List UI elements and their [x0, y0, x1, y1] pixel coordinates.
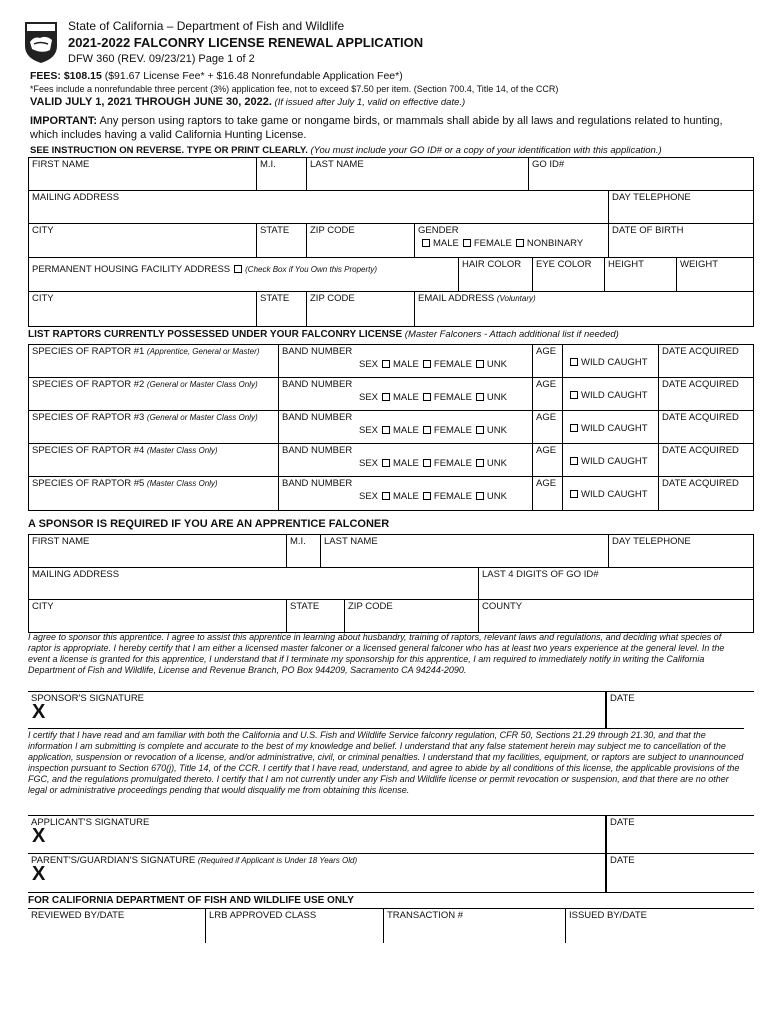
form-title: 2021-2022 FALCONRY LICENSE RENEWAL APPLICATION	[68, 35, 424, 50]
species-field[interactable]: SPECIES OF RAPTOR #4 (Master Class Only)	[29, 444, 279, 476]
perm-housing-field[interactable]: PERMANENT HOUSING FACILITY ADDRESS (Check Box if You Own this Property)	[29, 258, 459, 291]
sponsor-mailing-address-field[interactable]: MAILING ADDRESS	[29, 568, 479, 599]
raptors-heading: LIST RAPTORS CURRENTLY POSSESSED UNDER YOUR FALCONRY LICENSE (Master Falconers - Attach additional list if needed)	[28, 329, 619, 340]
transaction-field[interactable]: TRANSACTION #	[384, 909, 566, 943]
nonbinary-checkbox[interactable]	[516, 239, 524, 247]
own-property-checkbox[interactable]	[234, 265, 242, 273]
fees-note: *Fees include a nonrefundable three percent (3%) application fee, not to exceed $7.50 per item. (Section 700.4, Title 14, of the CCR)	[30, 84, 559, 94]
sponsor-last4-field[interactable]: LAST 4 DIGITS OF GO ID#	[482, 569, 599, 580]
sponsor-mi-field[interactable]: M.I.	[287, 535, 321, 567]
sex-unk-checkbox[interactable]	[476, 492, 484, 500]
parent-signature-field[interactable]: PARENT'S/GUARDIAN'S SIGNATURE (Required if Applicant is Under 18 Years Old) X	[28, 854, 606, 892]
applicant-signature-section	[28, 815, 754, 893]
mailing-address-field[interactable]: MAILING ADDRESS	[29, 191, 609, 223]
sex-unk-checkbox[interactable]	[476, 360, 484, 368]
band-number-field[interactable]: BAND NUMBER SEX MALE FEMALE UNK	[279, 444, 533, 476]
date-acquired-field[interactable]: DATE ACQUIRED	[662, 379, 739, 390]
important-note: IMPORTANT: Any person using raptors to take game or nongame birds, or mammals shall abide by all laws and regulations related to hunting, which includes having a valid California Hunting License.	[30, 115, 723, 141]
applicant-signature-field[interactable]: APPLICANT'S SIGNATURE X	[28, 816, 606, 853]
last-name-field[interactable]: LAST NAME	[307, 158, 529, 190]
form-id: DFW 360 (REV. 09/23/21) Page 1 of 2	[68, 53, 255, 65]
sponsor-signature-row	[28, 691, 754, 728]
age-field[interactable]: AGE	[533, 444, 563, 476]
age-field[interactable]: AGE	[533, 411, 563, 443]
wild-caught-field: WILD CAUGHT	[563, 345, 659, 377]
hair-color-field[interactable]: HAIR COLOR	[459, 258, 533, 291]
wild-caught-checkbox[interactable]	[570, 457, 578, 465]
parent-date-field[interactable]: DATE	[606, 854, 754, 892]
sex-male-checkbox[interactable]	[382, 360, 390, 368]
raptors-section	[28, 344, 754, 511]
sponsor-section	[28, 534, 754, 633]
wild-caught-field: WILD CAUGHT	[563, 444, 659, 476]
valid-line: VALID JULY 1, 2021 THROUGH JUNE 30, 2022. (If issued after July 1, valid on effective date.)	[30, 96, 466, 108]
date-acquired-field[interactable]: DATE ACQUIRED	[662, 412, 739, 423]
cdfw-logo	[22, 20, 60, 64]
age-field[interactable]: AGE	[533, 477, 563, 510]
sex-unk-checkbox[interactable]	[476, 393, 484, 401]
sponsor-state-field[interactable]: STATE	[287, 600, 345, 632]
sex-male-checkbox[interactable]	[382, 492, 390, 500]
sponsor-agreement: I agree to sponsor this apprentice. I agree to assist this apprentice in learning about husbandry, training of raptors, relevant laws and regulations, and deciding what species of raptor is appropriate. I hereby certify that I am either a licensed master falconer or a licensed general falconer who has at least two years experience at the general level. In the event a license is granted for this apprentice, I understand that if I terminate my sponsorship for this apprentice, I am required to immediately notify in writing the California Department of Fish and Wildlife, License and Revenue Branch, PO Box 944209, Sacramento CA 94244-2090.	[28, 632, 725, 675]
sponsor-city-field[interactable]: CITY	[29, 600, 287, 632]
sex-male-checkbox[interactable]	[382, 426, 390, 434]
sex-female-checkbox[interactable]	[423, 360, 431, 368]
raptor-row	[29, 345, 753, 378]
gender-field: GENDER MALE FEMALE NONBINARY	[415, 224, 609, 257]
sponsor-last-name-field[interactable]: LAST NAME	[321, 535, 609, 567]
species-field[interactable]: SPECIES OF RAPTOR #3 (General or Master Class Only)	[29, 411, 279, 443]
sponsor-first-name-field[interactable]: FIRST NAME	[29, 535, 287, 567]
raptor-row	[29, 411, 753, 444]
certification-text: I certify that I have read and am familiar with both the California and U.S. Fish and Wildlife Service falconry regulation, CFR 50, Sections 21.29 through 21.30, and that the information I am submitting is complete and accurate to the best of my knowledge and belief. I understand that any false statement herein may subject me to cancellation of the application, suspension or revocation of a license, and/or administrative, civil, or criminal penalties. I understand that my facilities, equipment, or raptors are subject to unannounced inspection pursuant to Section 670(j), Title 14, of the CCR. I certify that I have read, understand, and agree to abide by all conditions of this license, the applicable provisions of the FGC, and the regulations promulgated thereto. I certify that I am not currently under any Fish and Wildlife license or permit revocation or suspension, and that there are no other legal or administrative proceedings pending that would disqualify me from obtaining this license.	[28, 730, 744, 795]
mi-field[interactable]: M.I.	[257, 158, 307, 190]
agency-name: State of California – Department of Fish and Wildlife	[68, 19, 345, 33]
wild-caught-checkbox[interactable]	[570, 424, 578, 432]
date-acquired-field[interactable]: DATE ACQUIRED	[662, 478, 739, 489]
dob-field[interactable]: DATE OF BIRTH	[612, 225, 684, 236]
sex-male-checkbox[interactable]	[382, 459, 390, 467]
wild-caught-field: WILD CAUGHT	[563, 411, 659, 443]
sex-female-checkbox[interactable]	[423, 459, 431, 467]
species-field[interactable]: SPECIES OF RAPTOR #2 (General or Master Class Only)	[29, 378, 279, 410]
date-acquired-field[interactable]: DATE ACQUIRED	[662, 346, 739, 357]
reviewed-by-field[interactable]: REVIEWED BY/DATE	[28, 909, 206, 943]
sponsor-county-field[interactable]: COUNTY	[482, 601, 523, 612]
sponsor-zip-field[interactable]: ZIP CODE	[345, 600, 479, 632]
sponsor-day-telephone-field[interactable]: DAY TELEPHONE	[612, 536, 691, 547]
go-id-field[interactable]: GO ID#	[532, 159, 565, 170]
age-field[interactable]: AGE	[533, 345, 563, 377]
wild-caught-field: WILD CAUGHT	[563, 378, 659, 410]
raptor-row	[29, 444, 753, 477]
weight-field[interactable]: WEIGHT	[680, 259, 718, 270]
sex-female-checkbox[interactable]	[423, 426, 431, 434]
sponsor-heading: A SPONSOR IS REQUIRED IF YOU ARE AN APPRENTICE FALCONER	[28, 518, 390, 530]
band-number-field[interactable]: BAND NUMBER SEX MALE FEMALE UNK	[279, 477, 533, 510]
city2-field[interactable]: CITY	[29, 292, 257, 326]
wild-caught-checkbox[interactable]	[570, 391, 578, 399]
band-number-field[interactable]: BAND NUMBER SEX MALE FEMALE UNK	[279, 411, 533, 443]
female-checkbox[interactable]	[463, 239, 471, 247]
sex-female-checkbox[interactable]	[423, 492, 431, 500]
state-field[interactable]: STATE	[257, 224, 307, 257]
first-name-field[interactable]: FIRST NAME	[29, 158, 257, 190]
band-number-field[interactable]: BAND NUMBER SEX MALE FEMALE UNK	[279, 345, 533, 377]
issued-by-field[interactable]: ISSUED BY/DATE	[569, 910, 647, 921]
sex-female-checkbox[interactable]	[423, 393, 431, 401]
city-field[interactable]: CITY	[29, 224, 257, 257]
raptor-row	[29, 378, 753, 411]
sex-male-checkbox[interactable]	[382, 393, 390, 401]
raptor-row	[29, 477, 753, 510]
see-instructions: SEE INSTRUCTION ON REVERSE. TYPE OR PRINT CLEARLY. (You must include your GO ID# or a copy of your identification with this application.)	[30, 145, 662, 156]
wild-caught-field: WILD CAUGHT	[563, 477, 659, 510]
day-telephone-field[interactable]: DAY TELEPHONE	[612, 192, 691, 203]
applicant-section	[28, 157, 754, 327]
sponsor-date-field[interactable]: DATE	[606, 692, 754, 728]
fees-line: FEES: $108.15 ($91.67 License Fee* + $16.48 Nonrefundable Application Fee*)	[30, 70, 403, 82]
zip-field[interactable]: ZIP CODE	[307, 224, 415, 257]
sponsor-signature-field[interactable]: SPONSOR'S SIGNATURE X	[28, 692, 606, 728]
height-field[interactable]: HEIGHT	[605, 258, 677, 291]
male-checkbox[interactable]	[422, 239, 430, 247]
species-field[interactable]: SPECIES OF RAPTOR #5 (Master Class Only)	[29, 477, 279, 510]
state2-field[interactable]: STATE	[257, 292, 307, 326]
age-field[interactable]: AGE	[533, 378, 563, 410]
band-number-field[interactable]: BAND NUMBER SEX MALE FEMALE UNK	[279, 378, 533, 410]
eye-color-field[interactable]: EYE COLOR	[533, 258, 605, 291]
sex-unk-checkbox[interactable]	[476, 426, 484, 434]
zip2-field[interactable]: ZIP CODE	[307, 292, 415, 326]
office-use-heading: FOR CALIFORNIA DEPARTMENT OF FISH AND WILDLIFE USE ONLY	[28, 895, 354, 906]
lrb-class-field[interactable]: LRB APPROVED CLASS	[206, 909, 384, 943]
office-use-section	[28, 908, 754, 943]
species-field[interactable]: SPECIES OF RAPTOR #1 (Apprentice, General or Master)	[29, 345, 279, 377]
applicant-date-field[interactable]: DATE	[606, 816, 754, 853]
sex-unk-checkbox[interactable]	[476, 459, 484, 467]
date-acquired-field[interactable]: DATE ACQUIRED	[662, 445, 739, 456]
wild-caught-checkbox[interactable]	[570, 490, 578, 498]
email-field[interactable]: EMAIL ADDRESS (Voluntary)	[418, 293, 536, 304]
wild-caught-checkbox[interactable]	[570, 358, 578, 366]
